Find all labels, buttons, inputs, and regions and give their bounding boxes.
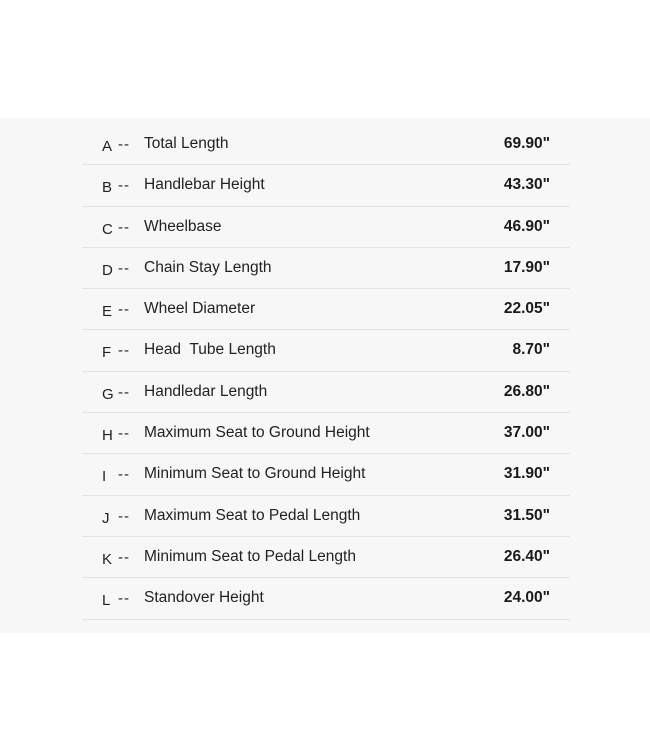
spec-letter: K bbox=[102, 550, 113, 568]
spec-dash: -- bbox=[118, 218, 130, 236]
spec-row-e bbox=[82, 289, 570, 330]
spec-label: Head Tube Length bbox=[144, 341, 276, 359]
spec-letter: H bbox=[102, 427, 113, 445]
spec-value: 69.90" bbox=[503, 135, 550, 152]
spec-value: 46.90" bbox=[503, 217, 550, 235]
spec-label: Maximum Seat to Ground Height bbox=[144, 424, 370, 442]
spec-row-b bbox=[82, 165, 570, 206]
spec-dash: -- bbox=[118, 548, 130, 566]
spec-row-d bbox=[82, 248, 570, 289]
spec-dash: -- bbox=[118, 383, 130, 401]
spec-letter: C bbox=[102, 220, 113, 238]
spec-dash: -- bbox=[118, 590, 130, 608]
spec-value: 31.90" bbox=[503, 465, 550, 483]
spec-row-h bbox=[82, 413, 570, 454]
spec-table bbox=[82, 124, 570, 620]
spec-label: Minimum Seat to Pedal Length bbox=[144, 547, 356, 565]
spec-letter: A bbox=[102, 138, 113, 155]
spec-letter: J bbox=[102, 509, 110, 527]
spec-value: 22.05" bbox=[503, 300, 550, 318]
spec-letter: E bbox=[102, 303, 113, 321]
spec-dash: -- bbox=[118, 425, 130, 443]
spec-letter: B bbox=[102, 179, 113, 197]
spec-row-j bbox=[82, 496, 570, 537]
spec-row-g bbox=[82, 372, 570, 413]
spec-value: 31.50" bbox=[503, 506, 550, 524]
spec-row-l bbox=[82, 578, 570, 619]
spec-dash: -- bbox=[118, 136, 130, 153]
spec-value: 17.90" bbox=[503, 258, 550, 276]
spec-dash: -- bbox=[118, 259, 130, 277]
spec-letter: G bbox=[102, 385, 114, 403]
spec-row-c bbox=[82, 207, 570, 248]
spec-dash: -- bbox=[118, 342, 130, 360]
spec-letter: D bbox=[102, 261, 113, 279]
spec-letter: I bbox=[102, 468, 107, 486]
spec-label: Wheelbase bbox=[144, 217, 222, 235]
spec-value: 43.30" bbox=[503, 176, 550, 194]
spec-label: Handledar Length bbox=[144, 382, 268, 400]
spec-row-k bbox=[82, 537, 570, 578]
spec-letter: L bbox=[102, 592, 111, 610]
spec-dash: -- bbox=[118, 301, 130, 319]
spec-value: 37.00" bbox=[503, 424, 550, 442]
spec-row-i bbox=[82, 454, 570, 495]
spec-label: Standover Height bbox=[144, 589, 264, 607]
spec-dash: -- bbox=[118, 177, 130, 195]
spec-label: Chain Stay Length bbox=[144, 258, 272, 276]
spec-label: Total Length bbox=[144, 135, 229, 152]
spec-value: 26.40" bbox=[503, 547, 550, 565]
spec-label: Wheel Diameter bbox=[144, 300, 256, 318]
spec-letter: F bbox=[102, 344, 112, 362]
spec-label: Minimum Seat to Ground Height bbox=[144, 465, 366, 483]
spec-row-f bbox=[82, 330, 570, 371]
spec-dash: -- bbox=[118, 507, 130, 525]
spec-value: 8.70" bbox=[512, 341, 550, 359]
spec-row-a bbox=[82, 124, 570, 165]
spec-value: 26.80" bbox=[503, 382, 550, 400]
spec-value: 24.00" bbox=[503, 589, 550, 607]
spec-label: Handlebar Height bbox=[144, 176, 265, 194]
spec-label: Maximum Seat to Pedal Length bbox=[144, 506, 361, 524]
spec-dash: -- bbox=[118, 466, 130, 484]
